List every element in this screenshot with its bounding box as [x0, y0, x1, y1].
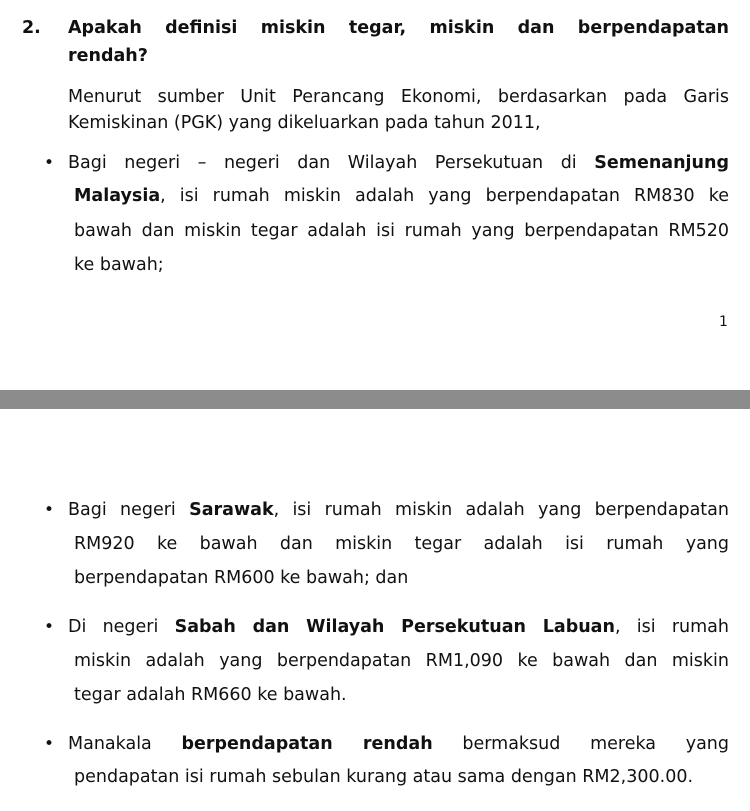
bullet-1-bold-2: Malaysia: [74, 186, 161, 206]
bullet-1-line-3: bawah dan miskin tegar adalah isi rumah yang berpendapatan RM520: [74, 221, 729, 241]
bullet-3-post: , isi rumah: [614, 617, 729, 637]
bullet-4-post: bermaksud mereka yang: [432, 734, 729, 754]
bullet-1-marker: •: [44, 153, 55, 173]
bullet-2-marker: •: [44, 500, 55, 520]
bullet-1-pre: Bagi negeri – negeri dan Wilayah Persekutuan di: [68, 153, 595, 173]
bullet-4-pre: Manakala: [68, 734, 182, 754]
bullet-3-line-3: tegar adalah RM660 ke bawah.: [74, 685, 347, 705]
page-separator: [0, 390, 750, 409]
bullet-3-line-2: miskin adalah yang berpendapatan RM1,090 ke bawah dan miskin: [74, 651, 729, 671]
bullet-2-bold: Sarawak: [189, 500, 274, 520]
bullet-4-line-1: [68, 734, 729, 754]
bullet-1-line-2: [74, 186, 729, 206]
bullet-2-line-2: RM920 ke bawah dan miskin tegar adalah isi rumah yang: [74, 534, 729, 554]
bullet-2-pre: Bagi negeri: [68, 500, 190, 520]
bullet-3-line-1: [68, 617, 729, 637]
question-line-1: Apakah definisi miskin tegar, miskin dan berpendapatan: [68, 18, 729, 38]
bullet-4-line-2: pendapatan isi rumah sebulan kurang atau sama dengan RM2,300.00.: [74, 767, 694, 787]
bullet-1-line-4: ke bawah;: [74, 255, 164, 275]
bullet-3-pre: Di negeri: [68, 617, 175, 637]
bullet-1-post: , isi rumah miskin adalah yang berpendapatan RM830 ke: [160, 186, 729, 206]
bullet-2-post: , isi rumah miskin adalah yang berpendapatan: [273, 500, 729, 520]
bullet-4-marker: •: [44, 734, 55, 754]
bullet-2-line-1: [68, 500, 729, 520]
bullet-3-bold: Sabah dan Wilayah Persekutuan Labuan: [174, 617, 615, 637]
question-number: 2.: [22, 18, 41, 38]
intro-line-1: Menurut sumber Unit Perancang Ekonomi, berdasarkan pada Garis: [68, 87, 729, 107]
bullet-3-marker: •: [44, 617, 55, 637]
bullet-2-line-3: berpendapatan RM600 ke bawah; dan: [74, 568, 409, 588]
question-line-2: rendah?: [68, 46, 148, 66]
bullet-1-line-1: [68, 153, 729, 173]
bullet-4-bold: berpendapatan rendah: [181, 734, 433, 754]
intro-line-2: Kemiskinan (PGK) yang dikeluarkan pada tahun 2011,: [68, 113, 541, 133]
bullet-1-bold-1: Semenanjung: [594, 153, 729, 173]
page-number: 1: [719, 314, 728, 330]
